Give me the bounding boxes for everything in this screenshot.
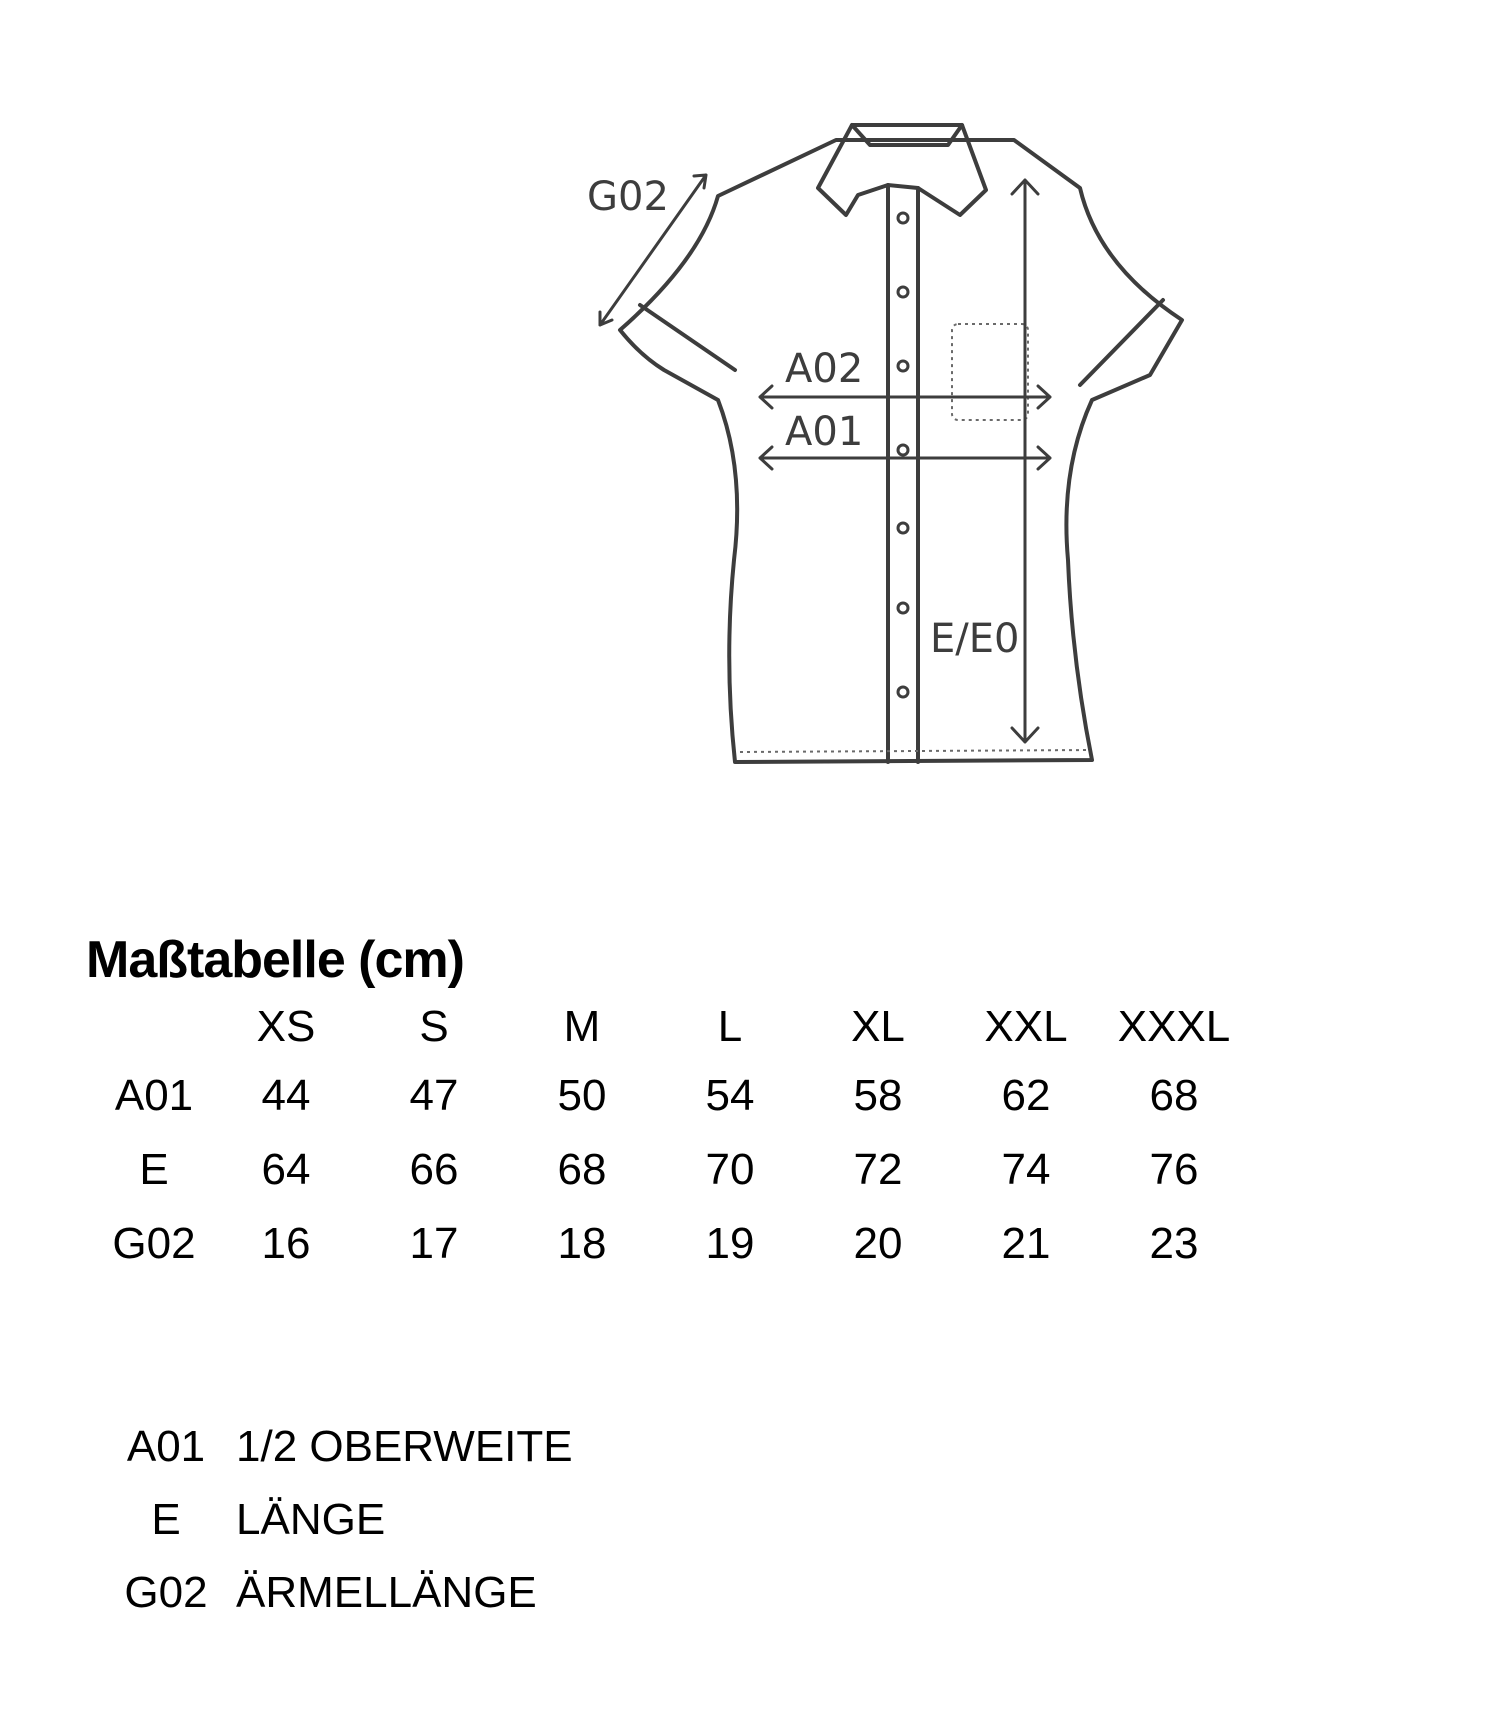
size-header: XL	[851, 1002, 905, 1051]
header-empty-cell	[96, 995, 212, 1059]
table-cell: 66	[409, 1145, 459, 1194]
table-cell: 54	[705, 1071, 755, 1120]
size-header: XXXL	[1117, 1002, 1231, 1051]
size-table	[96, 995, 1248, 1281]
table-cell: 17	[409, 1219, 459, 1268]
legend-text: 1/2 OBERWEITE	[236, 1421, 573, 1471]
shirt-measurement-diagram	[0, 0, 1491, 820]
row-label: E	[139, 1145, 169, 1194]
legend-code: G02	[124, 1567, 208, 1617]
table-row	[96, 1059, 1248, 1133]
table-cell: 70	[705, 1145, 755, 1194]
legend-code: E	[151, 1494, 181, 1544]
legend-text: LÄNGE	[236, 1494, 386, 1544]
legend-item	[96, 1410, 573, 1483]
legend-item	[96, 1483, 573, 1556]
size-header-row	[96, 995, 1248, 1059]
table-cell: 72	[853, 1145, 903, 1194]
size-header: XS	[256, 1002, 316, 1051]
shirt-placket	[888, 185, 918, 762]
table-cell: 19	[705, 1219, 755, 1268]
table-cell: 23	[1149, 1219, 1199, 1268]
table-cell: 20	[853, 1219, 903, 1268]
table-cell: 68	[557, 1145, 607, 1194]
table-row	[96, 1133, 1248, 1207]
row-label: G02	[112, 1219, 196, 1268]
shirt-buttons	[898, 213, 908, 697]
table-cell: 68	[1149, 1071, 1199, 1120]
size-table-title: Maßtabelle (cm)	[86, 931, 464, 989]
table-cell: 62	[1001, 1071, 1051, 1120]
size-header: S	[419, 1002, 449, 1051]
shirt-body-outline	[620, 140, 1182, 762]
label-g02: G02	[587, 174, 669, 220]
size-header: XXL	[984, 1002, 1068, 1051]
table-cell: 50	[557, 1071, 607, 1120]
legend-item	[96, 1556, 573, 1629]
measurement-legend	[96, 1410, 573, 1629]
pocket-outline	[952, 324, 1028, 420]
table-cell: 21	[1001, 1219, 1051, 1268]
size-header: M	[563, 1002, 601, 1051]
table-cell: 74	[1001, 1145, 1051, 1194]
row-label: A01	[114, 1071, 194, 1120]
legend-text: ÄRMELLÄNGE	[236, 1567, 537, 1617]
table-cell: 16	[261, 1219, 311, 1268]
label-a01: A01	[785, 409, 864, 455]
table-cell: 64	[261, 1145, 311, 1194]
table-cell: 76	[1149, 1145, 1199, 1194]
table-cell: 47	[409, 1071, 459, 1120]
label-e-e0: E/E0	[930, 616, 1020, 662]
legend-code: A01	[126, 1421, 206, 1471]
shirt-illustration	[0, 0, 1491, 820]
table-cell: 18	[557, 1219, 607, 1268]
table-cell: 58	[853, 1071, 903, 1120]
table-cell: 44	[261, 1071, 311, 1120]
label-a02: A02	[785, 346, 864, 392]
size-header: L	[717, 1002, 743, 1051]
table-row	[96, 1207, 1248, 1281]
